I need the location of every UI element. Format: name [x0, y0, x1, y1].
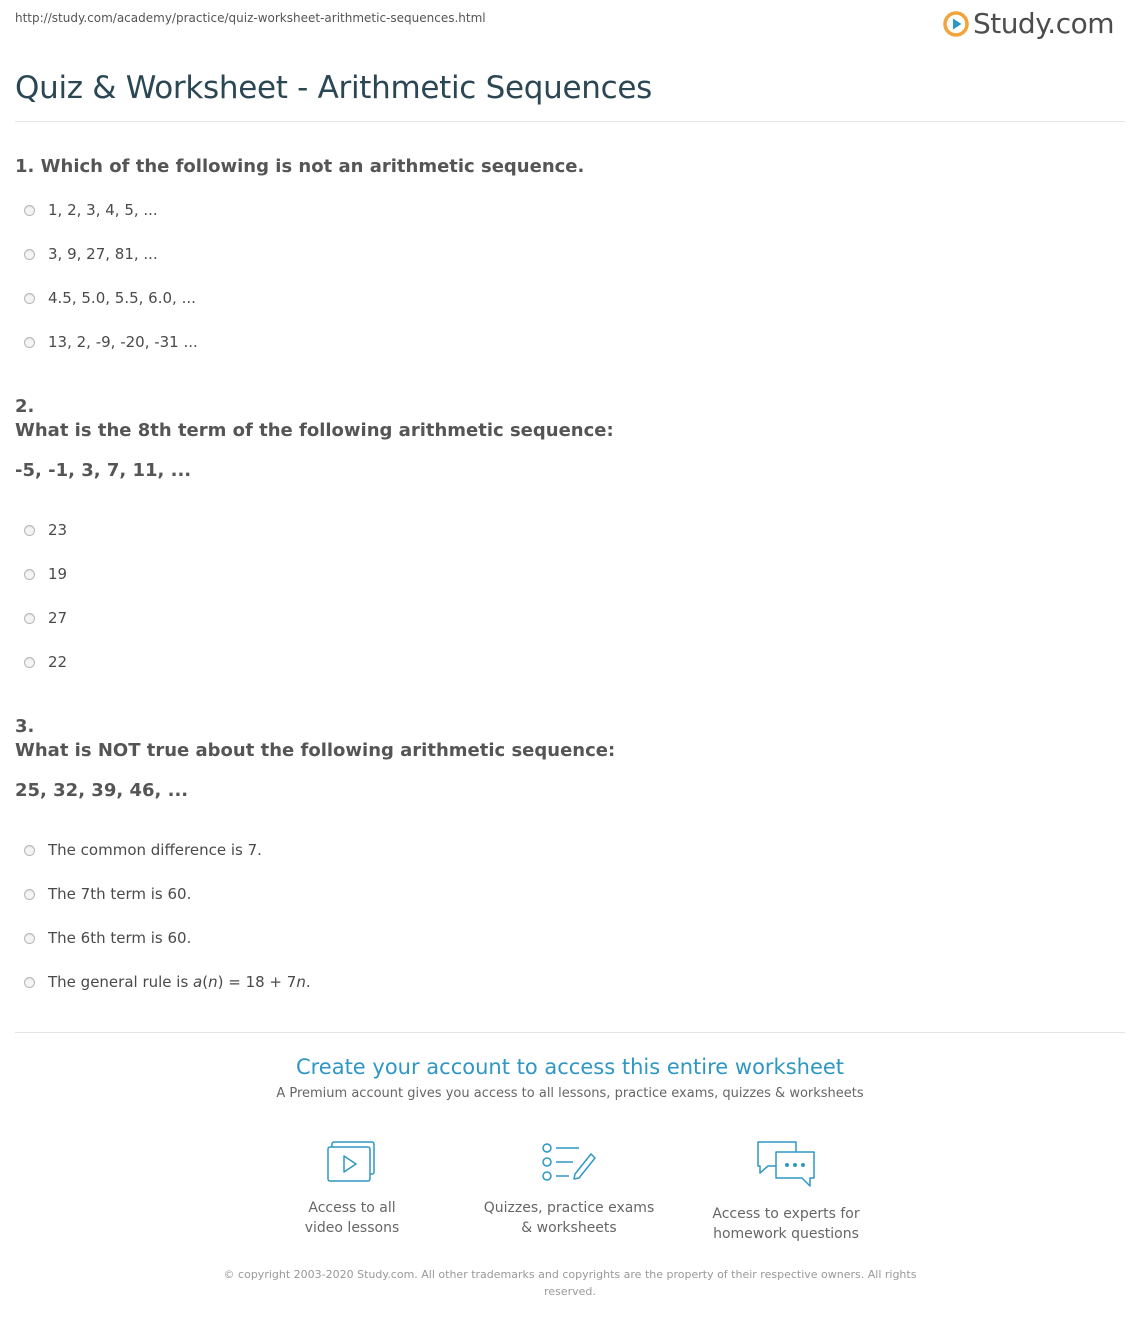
answer-option[interactable] [15, 640, 67, 684]
feature-line: video lessons [304, 1220, 400, 1236]
rule-end: . [305, 973, 311, 991]
option-label: 4.5, 5.0, 5.5, 6.0, ... [48, 289, 196, 307]
logo-text: Study.com [972, 7, 1114, 40]
answer-option[interactable] [15, 320, 198, 364]
feature-quizzes [469, 1140, 669, 1238]
question-3-sequence: 25, 32, 39, 46, ... [15, 780, 189, 801]
chat-bubbles-icon [754, 1140, 818, 1190]
answer-option[interactable] [15, 596, 67, 640]
cta-subtitle: A Premium account gives you access to all lessons, practice exams, quizzes & worksheets [276, 1086, 864, 1101]
radio-button[interactable] [24, 977, 35, 988]
answer-option[interactable] [15, 828, 311, 872]
radio-button[interactable] [24, 205, 35, 216]
feature-line: homework questions [713, 1226, 859, 1242]
option-label: 23 [48, 521, 68, 539]
option-label: 13, 2, -9, -20, -31 ... [48, 333, 198, 351]
question-3-number: 3. [15, 716, 35, 737]
answer-option[interactable] [15, 508, 67, 552]
radio-button[interactable] [24, 933, 35, 944]
title-divider [15, 121, 1125, 122]
feature-label [252, 1198, 452, 1238]
option-label: 19 [48, 565, 68, 583]
rule-n1: n [208, 973, 218, 991]
radio-button[interactable] [24, 613, 35, 624]
feature-line: & worksheets [521, 1220, 617, 1236]
question-1-text [15, 155, 1115, 179]
radio-button[interactable] [24, 889, 35, 900]
feature-label [686, 1204, 886, 1244]
rule-middle: ) = 18 + 7 [217, 973, 297, 991]
radio-button[interactable] [24, 337, 35, 348]
option-label: 22 [48, 653, 68, 671]
page-url: http://study.com/academy/practice/quiz-worksheet-arithmetic-sequences.html [15, 11, 486, 25]
rule-open: ( [202, 973, 209, 991]
page-title: Quiz & Worksheet - Arithmetic Sequences [15, 70, 652, 106]
copyright-notice: © copyright 2003-2020 Study.com. All other trademarks and copyrights are the property of their respective owners. All rights reserved. [223, 1268, 917, 1298]
quiz-list-icon [541, 1140, 597, 1184]
feature-line: Access to all [308, 1200, 396, 1216]
answer-option[interactable] [15, 188, 198, 232]
radio-button[interactable] [24, 525, 35, 536]
answer-option[interactable] [15, 232, 198, 276]
answer-option[interactable] [15, 872, 311, 916]
question-1-number: 1. [15, 156, 35, 177]
answer-option[interactable] [15, 276, 198, 320]
feature-experts [686, 1140, 886, 1244]
question-2 [15, 395, 1115, 483]
feature-line: Quizzes, practice exams [483, 1200, 655, 1216]
question-1-prompt: Which of the following is not an arithmetic sequence. [40, 156, 585, 177]
feature-video-lessons [252, 1140, 452, 1238]
rule-a: a [193, 973, 203, 991]
radio-button[interactable] [24, 657, 35, 668]
video-lessons-icon [326, 1140, 378, 1184]
question-2-number: 2. [15, 396, 35, 417]
radio-button[interactable] [24, 569, 35, 580]
option-label: The 7th term is 60. [48, 885, 192, 903]
radio-button[interactable] [24, 845, 35, 856]
question-2-options [15, 508, 67, 684]
option-label [48, 973, 311, 991]
play-logo-icon [943, 11, 969, 37]
question-2-prompt: What is the 8th term of the following arithmetic sequence: [15, 420, 614, 441]
answer-option[interactable] [15, 960, 311, 1004]
answer-option[interactable] [15, 916, 311, 960]
question-2-sequence: -5, -1, 3, 7, 11, ... [15, 460, 192, 481]
question-3-options [15, 828, 311, 1004]
study-logo[interactable] [943, 7, 1114, 40]
question-3 [15, 715, 1115, 803]
option-label: The common difference is 7. [48, 841, 262, 859]
cta-divider [15, 1032, 1125, 1033]
feature-line: Access to experts for [712, 1206, 860, 1222]
option-label: The 6th term is 60. [48, 929, 192, 947]
radio-button[interactable] [24, 249, 35, 260]
rule-prefix: The general rule is [48, 973, 194, 991]
option-label: 27 [48, 609, 68, 627]
answer-option[interactable] [15, 552, 67, 596]
option-label: 1, 2, 3, 4, 5, ... [48, 201, 158, 219]
feature-label [469, 1198, 669, 1238]
rule-n2: n [296, 973, 306, 991]
radio-button[interactable] [24, 293, 35, 304]
question-1-options [15, 188, 198, 364]
option-label: 3, 9, 27, 81, ... [48, 245, 158, 263]
question-3-prompt: What is NOT true about the following arithmetic sequence: [15, 740, 616, 761]
question-1 [15, 155, 1115, 179]
create-account-link[interactable]: Create your account to access this entire worksheet [295, 1055, 845, 1079]
